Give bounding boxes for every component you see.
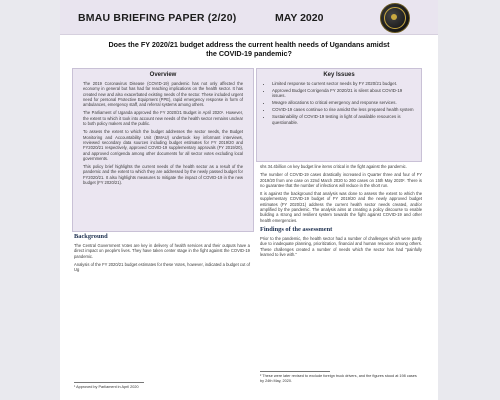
footnote-left: ¹ Approved by Parliament in April 2020 [74, 385, 139, 389]
background-paragraph: The Central Government Votes are key in delivery of health services and their outputs have a direct impact on people's lives. They have taken center stage in the fight against the COVID-19 pandemic. [74, 243, 250, 259]
overview-box [72, 68, 254, 232]
background-paragraph: Analysis of the FY 2020/21 budget estimates for these Votes, however, indicated a budget cut of Ug [74, 261, 251, 273]
right-column [260, 164, 422, 260]
body-paragraph: It is against the background that analysis was done to assess the extent to which the supplementary COVID-19 budget of FY 2019/20 and the newly approved budget estimates (FY 2020/21) address the current health sector needs created, and/or amplified by the pandemic. The analysis aims at creating a policy discourse to enable building a strong and resilient system towards the fight against COVID-19 and other health emergencies. [260, 191, 422, 223]
overview-paragraph: The 2019 Coronavirus Disease (COVID-19) pandemic has not only affected the economy in general but has had far reaching implications on the health sector. It has created new and also exacerbated existing needs of the sector. These included urgent need for personal Protective Equipment (PPE), rapid emergency response in form of ambulances, emergency staff, and referral systems among others. [83, 81, 243, 108]
key-issue-item: • Meagre allocations to critical emergency and response services. [272, 100, 415, 106]
background-heading: Background [74, 233, 108, 240]
overview-paragraph: The Parliament of Uganda approved the FY 2020/21 Budget in April 2020¹. However, the extent to which it took into account new needs of the health sector remains unclear to both policy makers and the public. [83, 110, 243, 127]
key-issues-box [256, 68, 422, 162]
coat-of-arms-icon [380, 3, 410, 33]
footnote-right: ² These were later revised to exclude foreign truck drivers, and the figures stood at 198 cases by 24th May, 2020. [260, 374, 417, 383]
findings-heading: Findings of the assessment [260, 225, 333, 233]
key-issue-item: • Limited response to current sector needs by FY 2020/21 budget. [272, 81, 415, 87]
body-paragraph: The number of COVID-19 cases drastically increased in Quarter three and four of FY 2019/20 from one case on 22nd March 2020 to 260 cases on 15th May 2020². There is no guarantee that the number of infections will reduce in the short run. [260, 172, 422, 188]
key-issue-item: • COVID-19 cases continue to rise amidst the less prepared health system [272, 107, 415, 113]
findings-paragraph: Prior to the pandemic, the health sector had a number of challenges which were partly due to inadequate planning, prioritization, financial and human resource among others. These challenges created a number of needs which the sector has had "painfully learned to live with." [260, 235, 422, 257]
footnote-rule-left [74, 382, 144, 383]
body-paragraph: shs 34.4billion on key budget line items critical in the fight against the pandemic. [260, 164, 407, 169]
background-section [74, 233, 250, 275]
briefing-paper-page [60, 0, 438, 400]
key-issues-list [257, 81, 421, 125]
paper-date: MAY 2020 [275, 12, 324, 24]
key-issues-title: Key Issues [323, 72, 355, 78]
paper-question: Does the FY 2020/21 budget address the current health needs of Ugandans amidst the COVID-19 pandemic? [108, 40, 390, 58]
seal-center [391, 14, 397, 20]
paper-title: BMAU BRIEFING PAPER (2/20) [78, 12, 237, 24]
key-issue-item: • Sustainability of COVID-19 testing in light of available resources is questionable. [272, 114, 415, 125]
footnote-rule-right [260, 371, 330, 372]
overview-title: Overview [149, 72, 177, 78]
overview-paragraph: To assess the extent to which the budget addresses the sector needs, the Budget Monitoring and Accountability Unit (BMAU) undertook key informant interviews, reviewed secondary data sources including budget estimates for FY 2019/20 and FY2020/21 respectively, approved COVID-19 supplementary approvals (FY 2019/20), and approved corrigenda among other documents for all sector votes excluding local governments. [83, 129, 243, 161]
key-issue-item: • Approved Budget Corrigenda FY 2020/21 is silent about COVID-19 issues. [272, 88, 415, 99]
overview-paragraph: This policy brief highlights the current needs of the health sector as a result of the pandemic and the extent to which they are addressed by the newly passed budget for FY2020/21. It also highlights measures to mitigate the impact of COVID-19 in the new budget (FY 2020/21). [83, 164, 243, 186]
page-header [60, 0, 438, 35]
